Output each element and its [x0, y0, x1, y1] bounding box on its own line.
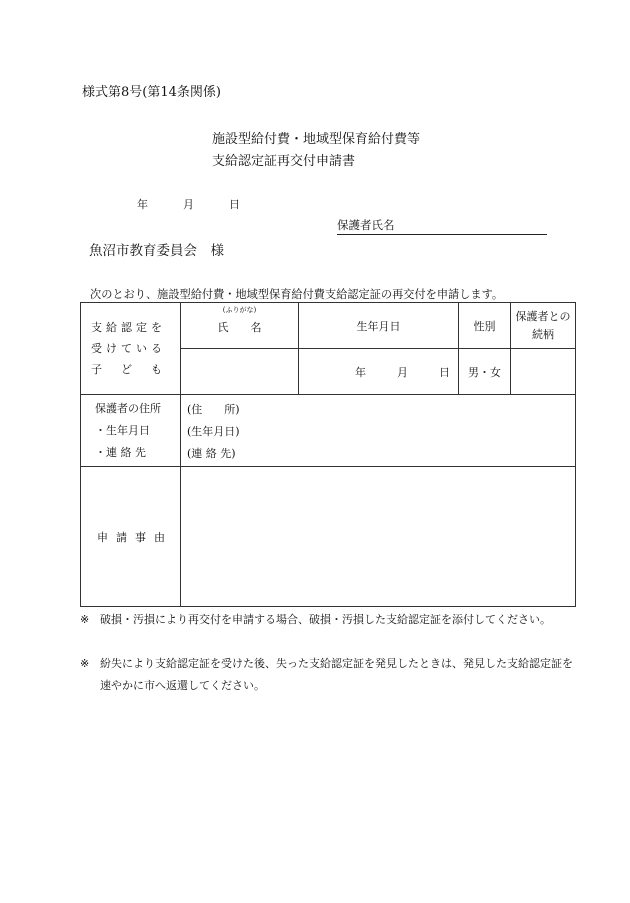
application-table — [80, 302, 576, 607]
date-month: 月 — [183, 198, 194, 211]
guardian-label-cell — [81, 395, 181, 467]
reason-input[interactable] — [181, 467, 576, 607]
intro-text: 次のとおり、施設型給付費・地域型保育給付費支給認定証の再交付を申請します。 — [90, 288, 504, 301]
relationship-line-1: 保護者との — [515, 309, 571, 323]
guardian-label-1: 保護者の住所 — [95, 401, 161, 415]
relationship-line-2: 続柄 — [532, 327, 554, 341]
gender-header: 性別 — [459, 303, 511, 349]
guardian-contact-label: (連 絡 先) — [187, 447, 236, 460]
guardian-signature-line[interactable] — [337, 217, 547, 235]
birth-month: 月 — [397, 365, 408, 379]
note-2-mark: ※ — [80, 657, 90, 670]
child-name-input[interactable] — [181, 349, 299, 395]
relationship-input[interactable] — [511, 349, 576, 395]
guardian-birthdate-label: (生年月日) — [187, 425, 240, 438]
furigana-label: (ふりがな) — [222, 306, 257, 314]
reason-label: 申請事由 — [81, 467, 181, 607]
name-label: 氏 名 — [217, 321, 262, 334]
note-1 — [80, 609, 580, 631]
guardian-info-input[interactable] — [181, 395, 576, 467]
note-1-mark: ※ — [80, 613, 90, 626]
title-line-1: 施設型給付費・地域型保育給付費等 — [212, 132, 421, 147]
child-label-2: 受けている — [91, 342, 166, 355]
guardian-address-label: (住 所) — [187, 403, 240, 416]
date-line — [137, 196, 240, 212]
note-1-text: 破損・汚損により再交付を申請する場合、破損・汚損した支給認定証を添付してください。 — [100, 613, 551, 626]
child-label-cell — [81, 303, 181, 395]
guardian-label-3: ・連 絡 先 — [95, 445, 146, 459]
guardian-label-2: ・生年月日 — [95, 423, 150, 437]
date-year: 年 — [137, 198, 148, 211]
form-number: 様式第8号(第14条関係) — [82, 85, 221, 100]
relationship-header — [511, 303, 576, 349]
note-2 — [80, 653, 580, 697]
child-label-3: 子 ど も — [91, 363, 166, 376]
child-label-1: 支給認定を — [91, 321, 166, 334]
birthdate-header: 生年月日 — [299, 303, 459, 349]
addressee: 魚沼市教育委員会 様 — [89, 243, 224, 259]
name-header-cell — [181, 303, 299, 349]
birth-year: 年 — [355, 365, 366, 379]
birth-day: 日 — [439, 365, 450, 379]
child-birthdate-input[interactable] — [299, 349, 459, 395]
date-day: 日 — [229, 198, 240, 211]
guardian-signature-label: 保護者氏名 — [337, 218, 395, 232]
gender-value[interactable]: 男・女 — [459, 349, 511, 395]
title-line-2: 支給認定証再交付申請書 — [212, 154, 356, 169]
note-2-text: 紛失により支給認定証を受けた後、失った支給認定証を発見したときは、発見した支給認定証を速やかに市へ返還してください。 — [100, 657, 573, 692]
